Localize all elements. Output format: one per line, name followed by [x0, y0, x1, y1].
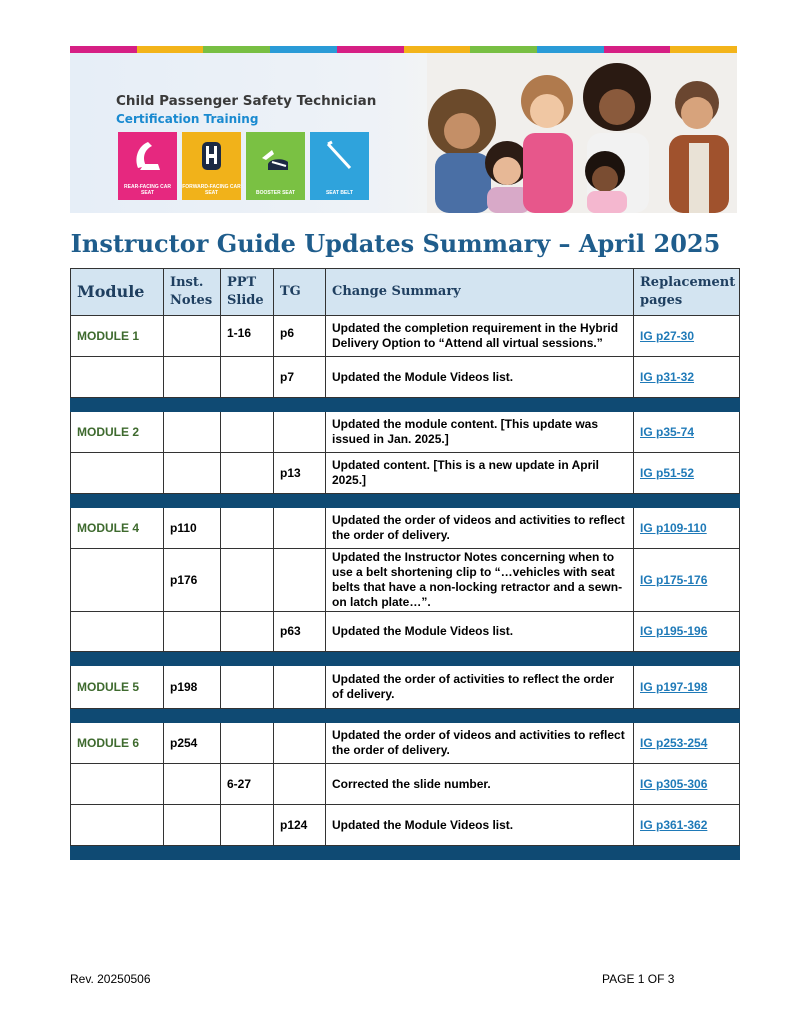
cell-replacement-pages: [634, 612, 740, 652]
cell-change-summary: Updated the Module Videos list.: [326, 612, 634, 652]
col-header-tg: TG: [274, 269, 326, 316]
replacement-pages-link[interactable]: IG p253-254: [640, 735, 708, 750]
cell-change-summary: Updated the order of activities to reflect the order of delivery.: [326, 666, 634, 709]
accent-color-bar: [70, 46, 737, 53]
cell-replacement-pages: [634, 805, 740, 846]
cell-tg: [274, 666, 326, 709]
seat-type-tiles: [118, 132, 369, 200]
cell-change-summary: Updated the Instructor Notes concerning when to use a belt shortening clip to “…vehicles with seat belts that have a non-locking retractor and a sewn-on latch plate…”.: [326, 549, 634, 612]
accent-segment: [270, 46, 337, 53]
cell-module: [71, 357, 164, 398]
cell-change-summary: Updated the module content. [This update was issued in Jan. 2025.]: [326, 412, 634, 453]
cell-tg: p6: [274, 316, 326, 357]
page-title: Instructor Guide Updates Summary – April 2025: [70, 229, 721, 258]
replacement-pages-link[interactable]: IG p195-196: [640, 624, 708, 638]
cell-ppt-slide: [221, 805, 274, 846]
module-separator: [71, 846, 740, 860]
cell-replacement-pages: [634, 357, 740, 398]
module-separator: [71, 652, 740, 666]
module-separator: [71, 494, 740, 508]
cell-replacement-pages: [634, 764, 740, 805]
replacement-pages-link[interactable]: IG p197-198: [640, 679, 708, 694]
cell-replacement-pages: [634, 666, 740, 709]
cell-inst-notes: [164, 805, 221, 846]
updates-table: [70, 268, 740, 860]
cell-tg: p63: [274, 612, 326, 652]
accent-segment: [470, 46, 537, 53]
cell-tg: [274, 764, 326, 805]
cell-ppt-slide: 6-27: [221, 764, 274, 805]
cell-module: MODULE 4: [71, 508, 164, 549]
cell-tg: [274, 723, 326, 764]
cell-module: [71, 612, 164, 652]
tile-seat-belt: [310, 132, 369, 200]
replacement-pages-link[interactable]: IG p361-362: [640, 817, 708, 832]
cell-ppt-slide: [221, 723, 274, 764]
cell-tg: p7: [274, 357, 326, 398]
cell-ppt-slide: [221, 666, 274, 709]
cell-inst-notes: p254: [164, 723, 221, 764]
children-photo: [427, 53, 737, 213]
cell-inst-notes: p176: [164, 549, 221, 612]
booster-seat-icon: [258, 138, 293, 176]
rear-facing-seat-icon: [130, 138, 165, 176]
page-number: PAGE 1 OF 3: [602, 972, 675, 986]
col-header-replacement-pages: Replacement pages: [634, 269, 740, 316]
table-row: [71, 508, 740, 549]
replacement-pages-link[interactable]: IG p305-306: [640, 776, 708, 791]
replacement-pages-link[interactable]: IG p175-176: [640, 572, 708, 587]
cell-inst-notes: p110: [164, 508, 221, 549]
cell-replacement-pages: [634, 412, 740, 453]
cell-ppt-slide: [221, 357, 274, 398]
cell-inst-notes: [164, 316, 221, 357]
tile-label: REAR-FACING CAR SEAT: [124, 184, 171, 196]
cell-tg: p124: [274, 805, 326, 846]
seat-belt-icon: [322, 138, 357, 176]
cell-replacement-pages: [634, 508, 740, 549]
accent-segment: [670, 46, 737, 53]
accent-segment: [203, 46, 270, 53]
replacement-pages-link[interactable]: IG p31-32: [640, 369, 695, 384]
cell-ppt-slide: [221, 508, 274, 549]
cell-module: [71, 453, 164, 494]
cell-module: MODULE 1: [71, 316, 164, 357]
accent-segment: [337, 46, 404, 53]
cell-replacement-pages: [634, 453, 740, 494]
replacement-pages-link[interactable]: IG p109-110: [640, 520, 707, 535]
cell-replacement-pages: [634, 316, 740, 357]
cell-module: MODULE 6: [71, 723, 164, 764]
cell-tg: [274, 549, 326, 612]
table-row: [71, 453, 740, 494]
cell-inst-notes: [164, 412, 221, 453]
tile-forward-facing: [182, 132, 241, 200]
tile-label: BOOSTER SEAT: [255, 190, 296, 196]
cell-ppt-slide: [221, 453, 274, 494]
table-row: [71, 316, 740, 357]
accent-segment: [70, 46, 137, 53]
module-separator: [71, 709, 740, 723]
tile-booster: [246, 132, 305, 200]
table-row: [71, 805, 740, 846]
cell-module: MODULE 5: [71, 666, 164, 709]
cell-ppt-slide: [221, 612, 274, 652]
table-header-row: [71, 269, 740, 316]
cell-ppt-slide: [221, 549, 274, 612]
cell-change-summary: Updated content. [This is a new update in April 2025.]: [326, 453, 634, 494]
tile-label: SEAT BELT: [325, 190, 354, 196]
cell-ppt-slide: [221, 412, 274, 453]
cell-ppt-slide: 1-16: [221, 316, 274, 357]
banner-title: Child Passenger Safety Technician: [116, 93, 377, 109]
cell-module: [71, 805, 164, 846]
table-row: [71, 612, 740, 652]
table-row: [71, 357, 740, 398]
cell-module: [71, 549, 164, 612]
revision-number: Rev. 20250506: [70, 972, 151, 986]
cell-change-summary: Updated the order of videos and activities to reflect the order of delivery.: [326, 723, 634, 764]
cell-inst-notes: [164, 357, 221, 398]
table-row: [71, 666, 740, 709]
cell-inst-notes: [164, 453, 221, 494]
cell-inst-notes: p198: [164, 666, 221, 709]
cell-tg: p13: [274, 453, 326, 494]
col-header-change-summary: Change Summary: [326, 269, 634, 316]
accent-segment: [137, 46, 204, 53]
cell-inst-notes: [164, 764, 221, 805]
accent-segment: [604, 46, 671, 53]
cell-replacement-pages: [634, 549, 740, 612]
forward-facing-seat-icon: [194, 138, 229, 176]
table-row: [71, 549, 740, 612]
table-row: [71, 412, 740, 453]
replacement-pages-link[interactable]: IG p51-52: [640, 465, 695, 480]
cell-change-summary: Updated the Module Videos list.: [326, 805, 634, 846]
header-banner: [70, 53, 737, 213]
cell-change-summary: Updated the Module Videos list.: [326, 357, 634, 398]
tile-label: FORWARD-FACING CAR SEAT: [182, 184, 241, 196]
accent-segment: [537, 46, 604, 53]
cell-tg: [274, 508, 326, 549]
cell-change-summary: Updated the order of videos and activities to reflect the order of delivery.: [326, 508, 634, 549]
cell-change-summary: Corrected the slide number.: [326, 764, 634, 805]
table-row: [71, 723, 740, 764]
replacement-pages-link[interactable]: IG p27-30: [640, 328, 695, 343]
tile-rear-facing: [118, 132, 177, 200]
col-header-inst-notes: Inst. Notes: [164, 269, 221, 316]
cell-replacement-pages: [634, 723, 740, 764]
cell-change-summary: Updated the completion requirement in the Hybrid Delivery Option to “Attend all virtual sessions.”: [326, 316, 634, 357]
module-separator: [71, 398, 740, 412]
col-header-module: Module: [71, 269, 164, 316]
cell-module: MODULE 2: [71, 412, 164, 453]
table-row: [71, 764, 740, 805]
col-header-ppt-slide: PPT Slide: [221, 269, 274, 316]
replacement-pages-link[interactable]: IG p35-74: [640, 424, 695, 439]
accent-segment: [404, 46, 471, 53]
cell-inst-notes: [164, 612, 221, 652]
banner-subtitle: Certification Training: [116, 112, 259, 126]
cell-module: [71, 764, 164, 805]
cell-tg: [274, 412, 326, 453]
